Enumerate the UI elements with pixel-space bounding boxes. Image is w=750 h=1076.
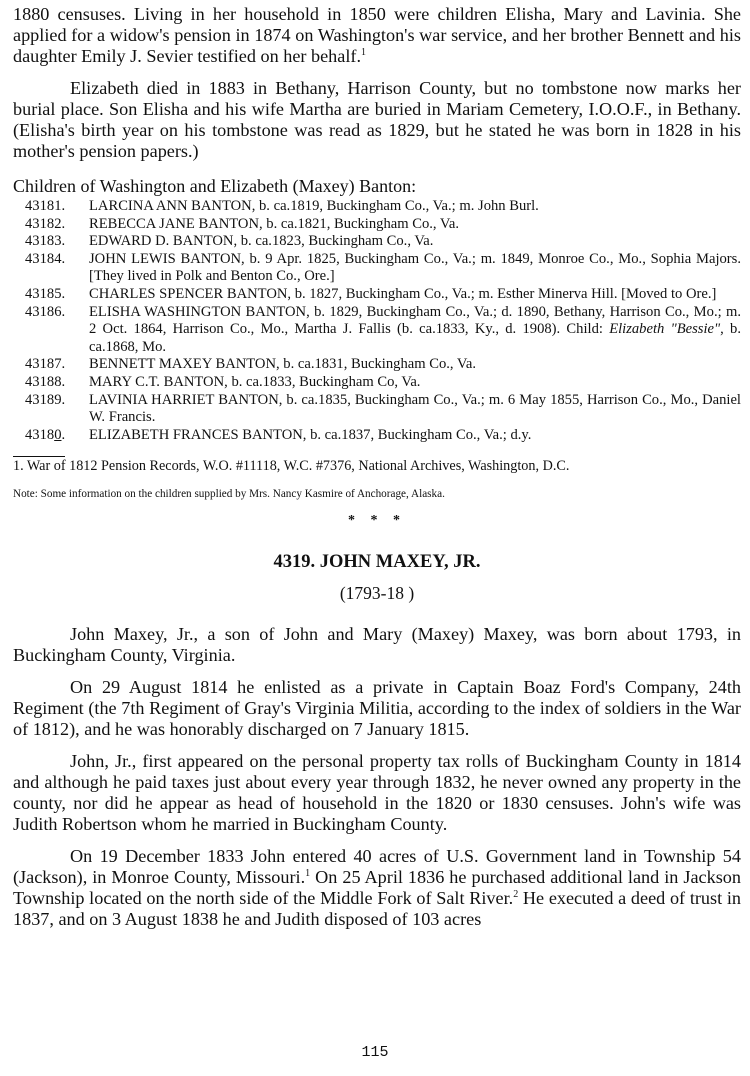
page-content	[13, 4, 741, 930]
section-paragraph-1: John Maxey, Jr., a son of John and Mary (Maxey) Maxey, was born about 1793, in Buckingham County, Virginia.	[13, 624, 741, 666]
list-item: 43189. LAVINIA HARRIET BANTON, b. ca.1835, Buckingham Co., Va.; m. 6 May 1855, Harrison Co., Mo., Daniel W. Francis.	[25, 391, 741, 426]
list-item: 43183. EDWARD D. BANTON, b. ca.1823, Buckingham Co., Va.	[25, 233, 434, 250]
list-item: 43185. CHARLES SPENCER BANTON, b. 1827, Buckingham Co., Va.; m. Esther Minerva Hill. [Moved to Ore.]	[25, 285, 717, 302]
section-paragraph-4: On 19 December 1833 John entered 40 acres of U.S. Government land in Township 54 (Jackson), in Monroe County, Missouri.$^1$ On 25 April 1836 he purchased additional land in Jackson Township located on the north side of the Middle Fork of Salt River.$^2$ He executed a deed of trust in 1837, and on 3 August 1838 he and Judith disposed of 103 acres	[13, 846, 741, 930]
section-title: 4319. JOHN MAXEY, JR.	[273, 552, 481, 573]
footnote-ref: 1	[361, 46, 366, 58]
children-heading: Children of Washington and Elizabeth (Maxey) Banton:	[13, 176, 417, 196]
section-separator: * * *	[348, 513, 406, 529]
section-paragraph-2: On 29 August 1814 he enlisted as a private in Captain Boaz Ford's Company, 24th Regiment (the 7th Regiment of Gray's Virginia Militia, according to the index of soldiers in the War of 1812), and he was honorably discharged on 7 January 1815.	[13, 677, 741, 740]
section-paragraph-3: John, Jr., first appeared on the personal property tax rolls of Buckingham County in 1814 and although he paid taxes just about every year through 1832, he never owned any property in the county, nor did he appear as head of household in the 1820 or 1830 censuses. John's wife was Judith Robertson whom he married in Buckingham County.	[13, 751, 741, 835]
list-item: 43187. BENNETT MAXEY BANTON, b. ca.1831, Buckingham Co., Va.	[25, 356, 476, 373]
list-item: 43184. JOHN LEWIS BANTON, b. 9 Apr. 1825, Buckingham Co., Va.; m. 1849, Monroe Co., Mo., Sophia Majors. [They lived in Polk and Benton Co., Ore.]	[25, 250, 741, 285]
section-dates: (1793-18 )	[339, 583, 415, 604]
intro-paragraph-1-text: 1880 censuses. Living in her household in 1850 were children Elisha, Mary and Lavinia. She applied for a widow's pension in 1874 on Washington's war service, and her brother Bennett and his daughter Emily J. Sevier testified on her behalf.	[13, 4, 741, 66]
child-name-italic: Elizabeth "Bessie"	[609, 321, 721, 338]
children-list	[13, 198, 741, 444]
intro-paragraph-2: Elizabeth died in 1883 in Bethany, Harrison County, but no tombstone now marks her burial place. Son Elisha and his wife Martha are buried in Mariam Cemetery, I.O.O.F., in Bethany. (Elisha's birth year on his tombstone was read as 1829, but he stated he was born in 1828 in his mother's pension papers.)	[13, 78, 741, 161]
footnote: 1. War of 1812 Pension Records, W.O. #11118, W.C. #7376, National Archives, Washington, D.C.	[13, 458, 570, 475]
list-item: 43181. LARCINA ANN BANTON, b. ca.1819, Buckingham Co., Va.; m. John Burl.	[25, 198, 539, 214]
list-item: 43182. REBECCA JANE BANTON, b. ca.1821, Buckingham Co., Va.	[25, 215, 459, 232]
list-item: 43186. ELISHA WASHINGTON BANTON, b. 1829, Buckingham Co., Va.; d. 1890, Bethany, Harrison Co., Mo.; m. 2 Oct. 1864, Harrison Co., Mo., Martha J. Fallis (b. ca.1833, Ky., d. 1908). Child: Elizabeth "Bessie", b. ca.1868, Mo.	[25, 303, 741, 355]
footnote-ref: 1	[305, 868, 311, 880]
page-number: 115	[361, 1044, 389, 1061]
intro-paragraph-1	[13, 4, 741, 67]
list-item: 43188. MARY C.T. BANTON, b. ca.1833, Buckingham Co, Va.	[25, 373, 421, 390]
list-item: 43180. ELIZABETH FRANCES BANTON, b. ca.1837, Buckingham Co., Va.; d.y.	[25, 426, 532, 443]
footnote-ref: 2	[513, 889, 519, 901]
note: Note: Some information on the children supplied by Mrs. Nancy Kasmire of Anchorage, Alaska.	[13, 488, 445, 501]
